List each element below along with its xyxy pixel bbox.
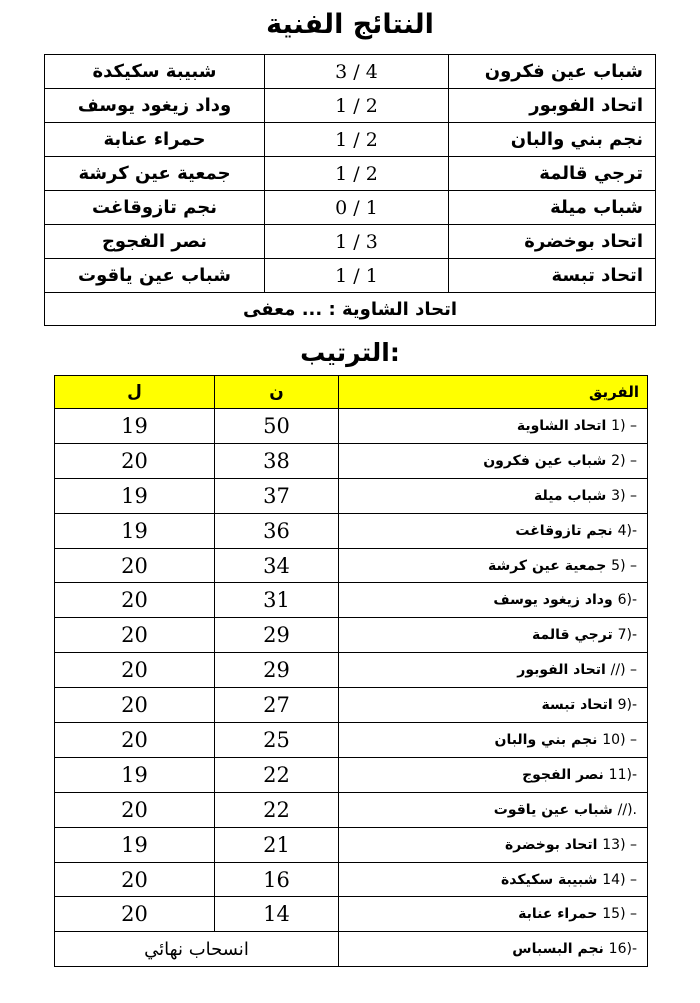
points-cell: 22	[215, 757, 339, 792]
away-team: شبيبة سكيكدة	[45, 55, 265, 89]
team-name: اتحاد الفوبور	[517, 662, 606, 679]
rank-label: 2) –	[611, 452, 637, 469]
home-team: اتحاد بوخضرة	[449, 225, 656, 259]
played-cell: 20	[55, 583, 215, 618]
header-team: الفريق	[339, 376, 648, 409]
standings-team-cell	[339, 862, 648, 897]
played-cell: 20	[55, 443, 215, 478]
points-cell: 37	[215, 478, 339, 513]
header-played: ل	[55, 376, 215, 409]
rank-label: //) –	[610, 662, 637, 679]
away-team: حمراء عنابة	[45, 123, 265, 157]
away-team: نصر الفجوج	[45, 225, 265, 259]
points-cell: 31	[215, 583, 339, 618]
team-name: ترجي قالمة	[532, 627, 613, 644]
standings-team-cell	[339, 583, 648, 618]
played-cell: 20	[55, 862, 215, 897]
team-name: وداد زيغود يوسف	[493, 592, 613, 609]
rank-label: 13) –	[602, 836, 637, 853]
standings-row	[55, 757, 648, 792]
standings-row	[55, 443, 648, 478]
rank-label: 14) –	[602, 871, 637, 888]
standings-row	[55, 792, 648, 827]
result-row	[45, 225, 656, 259]
standings-team-cell	[339, 548, 648, 583]
withdraw-status: انسحاب نهائي	[55, 932, 339, 967]
score: 3 / 4	[265, 55, 449, 89]
results-note-row	[45, 293, 656, 326]
standings-row	[55, 478, 648, 513]
home-team: اتحاد الفوبور	[449, 89, 656, 123]
rank-label: 16)-	[608, 941, 637, 958]
team-name: اتحاد تبسة	[541, 697, 613, 714]
standings-last-row	[55, 932, 648, 967]
team-name: اتحاد الشاوية	[516, 417, 607, 434]
home-team: نجم بني والبان	[449, 123, 656, 157]
team-name: نجم البسباس	[512, 941, 604, 958]
points-cell: 50	[215, 409, 339, 444]
played-cell: 20	[55, 897, 215, 932]
score: 0 / 1	[265, 191, 449, 225]
team-name: شبيبة سكيكدة	[500, 871, 598, 888]
team-name: شباب عين فكرون	[483, 452, 607, 469]
rank-label: 5) –	[611, 557, 637, 574]
rank-label: //).	[617, 801, 637, 818]
home-team: ترجي قالمة	[449, 157, 656, 191]
points-cell: 36	[215, 513, 339, 548]
points-cell: 34	[215, 548, 339, 583]
standings-row	[55, 618, 648, 653]
played-cell: 20	[55, 548, 215, 583]
standings-team-cell	[339, 792, 648, 827]
standings-team-cell	[339, 757, 648, 792]
standings-row	[55, 513, 648, 548]
standings-row	[55, 827, 648, 862]
standings-team-cell	[339, 513, 648, 548]
rank-label: 7)-	[617, 627, 637, 644]
standings-team-cell	[339, 723, 648, 758]
away-team: جمعية عين كرشة	[45, 157, 265, 191]
rank-label: 15) –	[602, 906, 637, 923]
played-cell: 20	[55, 618, 215, 653]
team-name: نجم بني والبان	[494, 731, 598, 748]
standings-team-cell	[339, 653, 648, 688]
team-name: شباب ميلة	[534, 487, 607, 504]
played-cell: 19	[55, 827, 215, 862]
standings-row	[55, 409, 648, 444]
team-name: نجم تازوقاغت	[515, 522, 613, 539]
away-team: شباب عين ياقوت	[45, 259, 265, 293]
result-row	[45, 259, 656, 293]
standings-team-cell	[339, 618, 648, 653]
points-cell: 29	[215, 618, 339, 653]
standings-team-cell	[339, 897, 648, 932]
played-cell: 19	[55, 757, 215, 792]
score: 1 / 2	[265, 157, 449, 191]
standings-team-cell	[339, 409, 648, 444]
standings-team-cell	[339, 443, 648, 478]
team-name: شباب عين ياقوت	[493, 801, 613, 818]
rank-label: 4)-	[617, 522, 637, 539]
played-cell: 20	[55, 792, 215, 827]
team-name: نصر الفجوج	[522, 766, 604, 783]
score: 1 / 1	[265, 259, 449, 293]
away-team: نجم تازوقاغت	[45, 191, 265, 225]
points-cell: 38	[215, 443, 339, 478]
rank-label: 9)-	[617, 697, 637, 714]
played-cell: 20	[55, 688, 215, 723]
standings-row	[55, 688, 648, 723]
played-cell: 19	[55, 478, 215, 513]
results-table	[44, 54, 656, 326]
played-cell: 19	[55, 513, 215, 548]
standings-row	[55, 897, 648, 932]
result-row	[45, 123, 656, 157]
standings-row	[55, 723, 648, 758]
header-points: ن	[215, 376, 339, 409]
played-cell: 20	[55, 653, 215, 688]
standings-header-row	[55, 376, 648, 409]
page-title: النتائج الفنية	[266, 9, 434, 40]
score: 1 / 2	[265, 123, 449, 157]
standings-row	[55, 862, 648, 897]
result-row	[45, 191, 656, 225]
points-cell: 29	[215, 653, 339, 688]
played-cell: 19	[55, 409, 215, 444]
points-cell: 14	[215, 897, 339, 932]
result-row	[45, 55, 656, 89]
standings-title: الترتيب:	[300, 338, 400, 367]
score: 1 / 2	[265, 89, 449, 123]
standings-team-cell	[339, 688, 648, 723]
team-name: حمراء عنابة	[518, 906, 598, 923]
home-team: شباب ميلة	[449, 191, 656, 225]
rank-label: 1) –	[611, 417, 637, 434]
points-cell: 16	[215, 862, 339, 897]
rank-label: 10) –	[602, 731, 637, 748]
home-team: شباب عين فكرون	[449, 55, 656, 89]
points-cell: 25	[215, 723, 339, 758]
score: 1 / 3	[265, 225, 449, 259]
results-note: اتحاد الشاوية : ... معفى	[45, 293, 656, 326]
team-name: جمعية عين كرشة	[487, 557, 607, 574]
standings-row	[55, 548, 648, 583]
standings-team-cell	[339, 932, 648, 967]
team-name: اتحاد بوخضرة	[505, 836, 598, 853]
standings-table	[54, 375, 648, 967]
rank-label: 6)-	[617, 592, 637, 609]
rank-label: 11)-	[608, 766, 637, 783]
result-row	[45, 157, 656, 191]
home-team: اتحاد تبسة	[449, 259, 656, 293]
away-team: وداد زيغود يوسف	[45, 89, 265, 123]
points-cell: 27	[215, 688, 339, 723]
points-cell: 22	[215, 792, 339, 827]
played-cell: 20	[55, 723, 215, 758]
standings-row	[55, 653, 648, 688]
standings-team-cell	[339, 827, 648, 862]
result-row	[45, 89, 656, 123]
points-cell: 21	[215, 827, 339, 862]
standings-row	[55, 583, 648, 618]
rank-label: 3) –	[611, 487, 637, 504]
standings-team-cell	[339, 478, 648, 513]
